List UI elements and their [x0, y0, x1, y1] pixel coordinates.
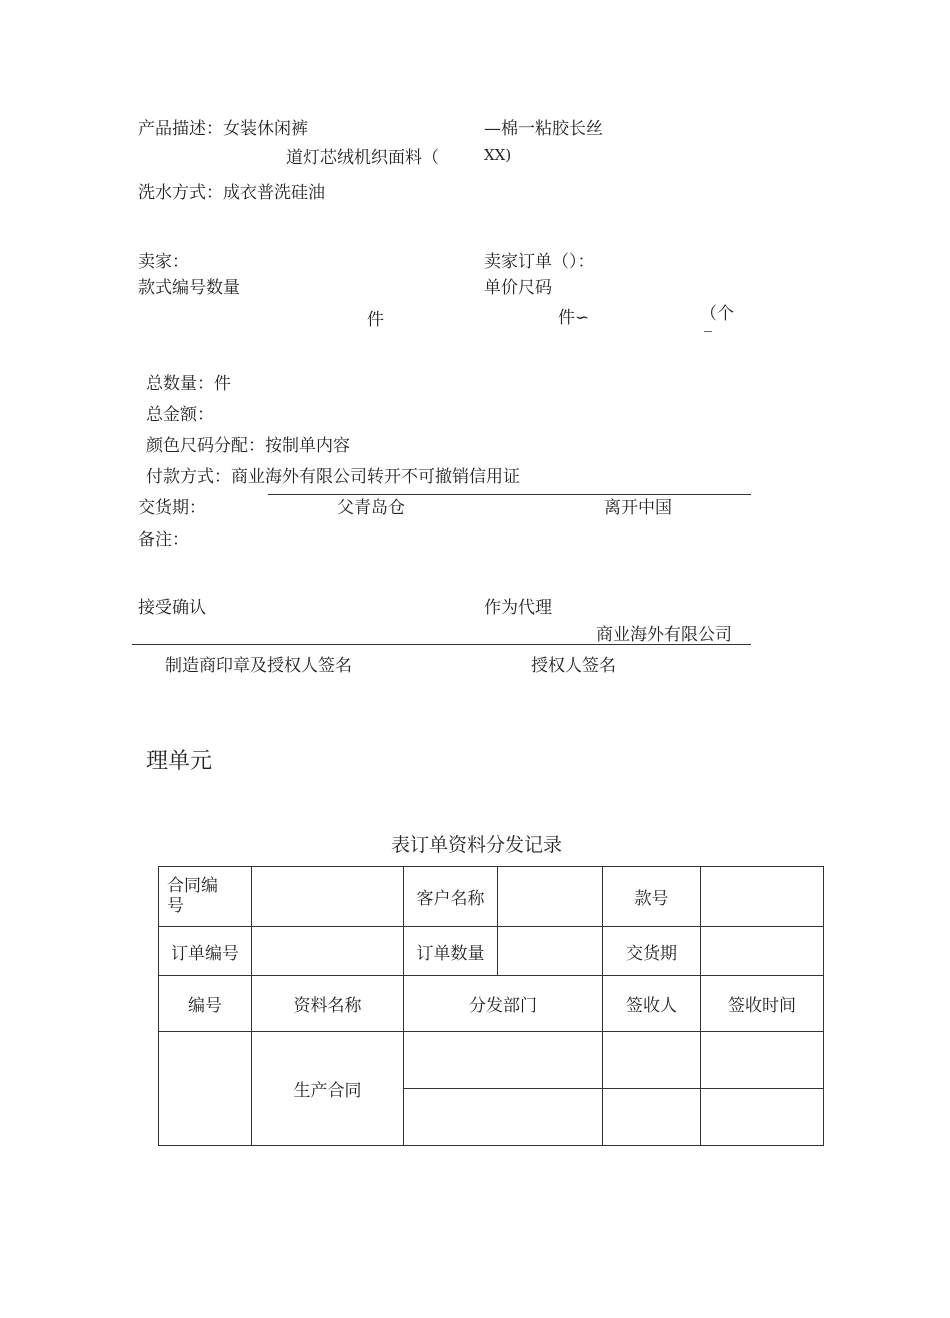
record-time-cell	[701, 1032, 824, 1089]
table-title: 表订单资料分发记录	[391, 834, 563, 856]
order-qty-value	[498, 927, 603, 976]
record-signer-cell	[603, 1032, 701, 1089]
section-heading: 理单元	[146, 749, 213, 774]
table-row	[159, 1032, 824, 1089]
manufacturer-signature: 制造商印章及授权人签名	[165, 656, 352, 676]
total-amount: 总金额：	[146, 405, 214, 425]
order-qty-label: 订单数量	[404, 927, 498, 976]
record-department-cell	[404, 1032, 603, 1089]
material-line-1: —棉一粘胶长丝	[484, 119, 603, 139]
contract-no-label: 合同编号	[159, 867, 252, 927]
remarks-label: 备注：	[138, 530, 189, 550]
color-size-allocation: 颜色尺码分配：按制单内容	[146, 436, 350, 456]
payment-method: 付款方式：商业海外有限公司转开不可撤销信用证	[146, 467, 520, 487]
customer-name-label: 客户名称	[404, 867, 498, 927]
total-quantity: 总数量：件	[146, 374, 231, 394]
record-doc-name: 生产合同	[252, 1032, 404, 1146]
material-line-2: 道灯芯绒机织面料（	[286, 148, 439, 168]
header-number: 编号	[159, 976, 252, 1032]
delivery-label: 交货期：	[138, 498, 206, 518]
delivery-date-label: 交货期	[603, 927, 701, 976]
signature-line	[132, 644, 751, 645]
delivery-date-value	[701, 927, 824, 976]
delivery-from: 父青岛仓	[337, 498, 405, 518]
seller-label: 卖家：	[138, 252, 189, 272]
record-department-cell	[404, 1089, 603, 1146]
price-size-label: 单价尺码	[484, 278, 552, 298]
distribution-record-table	[158, 866, 824, 1146]
company-name: 商业海外有限公司	[596, 625, 732, 645]
customer-name-value	[498, 867, 603, 927]
wash-method: 洗水方式：成衣普洗硅油	[138, 183, 325, 203]
authorized-signature: 授权人签名	[531, 656, 616, 676]
seller-order-label: 卖家订单（）：	[484, 252, 595, 272]
record-time-cell	[701, 1089, 824, 1146]
contract-no-value	[252, 867, 404, 927]
table-row	[159, 927, 824, 976]
style-no-value	[701, 867, 824, 927]
style-no-label: 款号	[603, 867, 701, 927]
delivery-to: 离开中国	[604, 498, 672, 518]
accept-confirm: 接受确认	[138, 598, 206, 618]
record-number-cell	[159, 1032, 252, 1146]
table-header-row	[159, 976, 824, 1032]
product-description: 产品描述：女装休闲裤	[138, 119, 308, 139]
unit-piece-1: 件	[367, 310, 384, 330]
order-no-value	[252, 927, 404, 976]
underline-mark	[704, 331, 712, 332]
order-no-label: 订单编号	[159, 927, 252, 976]
header-department: 分发部门	[404, 976, 603, 1032]
table-row	[159, 867, 824, 927]
payment-underline	[268, 494, 751, 495]
material-code: XX)	[484, 146, 512, 164]
unit-piece-2: 件∽	[558, 308, 590, 328]
header-doc-name: 资料名称	[252, 976, 404, 1032]
unit-each: （个	[700, 304, 734, 324]
style-qty-label: 款式编号数量	[138, 278, 240, 298]
as-agent: 作为代理	[484, 598, 552, 618]
header-sign-time: 签收时间	[701, 976, 824, 1032]
record-signer-cell	[603, 1089, 701, 1146]
header-signer: 签收人	[603, 976, 701, 1032]
